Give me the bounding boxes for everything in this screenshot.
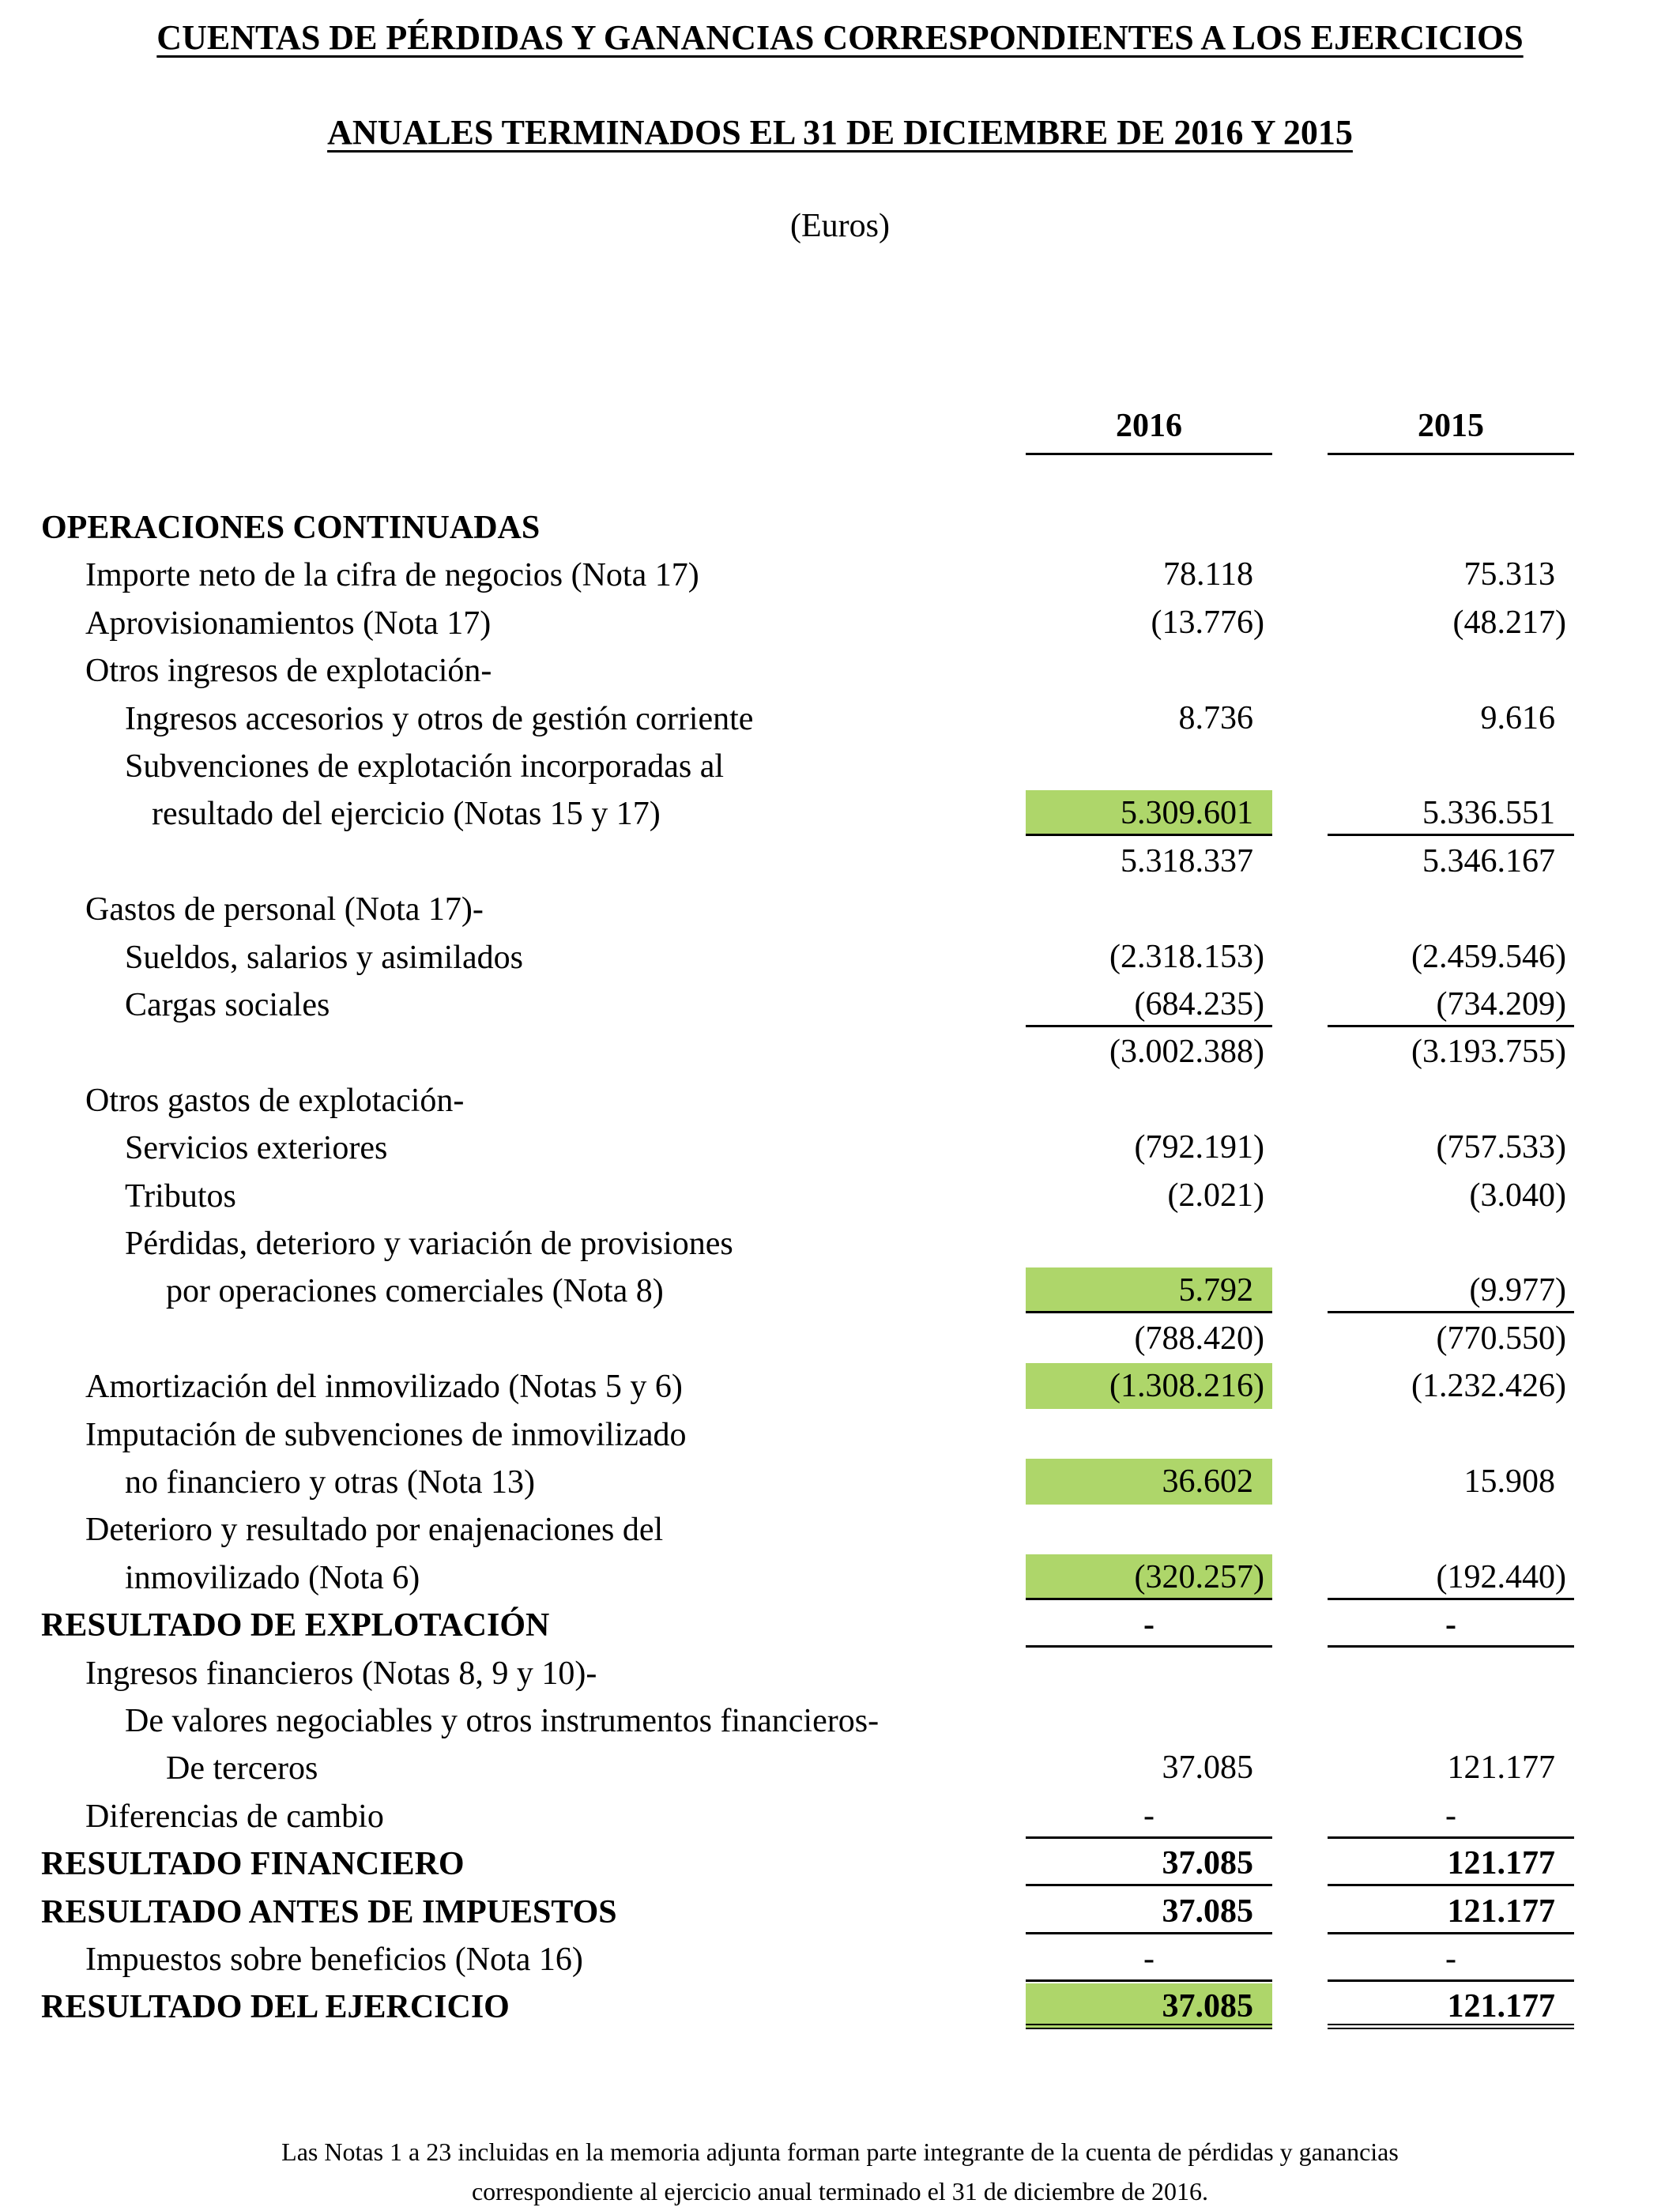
statement-row (0, 743, 1680, 790)
value-cell-2015 (1328, 1029, 1574, 1075)
row-label: Deterioro y resultado por enajenaciones del (85, 1512, 664, 1549)
statement-row (0, 1697, 1680, 1745)
row-label: Subvenciones de explotación incorporadas al (125, 748, 725, 785)
statement-row (0, 838, 1680, 886)
value-text: 37.085 (1162, 1845, 1253, 1882)
value-cell-2015 (1328, 1650, 1574, 1696)
value-text: 78.118 (1163, 556, 1253, 593)
value-cell-2015 (1328, 1554, 1574, 1600)
value-cell-2016 (1026, 790, 1272, 836)
value-text: (320.257) (1134, 1558, 1264, 1595)
value-text: (734.209) (1436, 986, 1566, 1023)
value-text: 75.313 (1463, 556, 1555, 593)
value-text: - (1445, 1797, 1456, 1834)
column-header-2016: 2016 (1026, 407, 1272, 455)
row-label: Sueldos, salarios y asimilados (125, 939, 523, 976)
row-label: Aprovisionamientos (Nota 17) (85, 605, 492, 642)
value-cell-2016 (1026, 600, 1272, 646)
row-label: inmovilizado (Nota 6) (125, 1559, 420, 1596)
statement-row (0, 1077, 1680, 1124)
value-cell-2016 (1026, 934, 1272, 980)
value-cell-2016 (1026, 838, 1272, 884)
footer-note-line2: correspondiente al ejercicio anual terminado el 31 de diciembre de 2016. (471, 2177, 1209, 2205)
value-text: - (1445, 1606, 1456, 1644)
value-cell-2015 (1328, 647, 1574, 693)
row-label: Diferencias de cambio (85, 1798, 384, 1835)
value-text: - (1143, 1606, 1155, 1644)
value-cell-2015 (1328, 1840, 1574, 1886)
row-label: Cargas sociales (125, 987, 330, 1023)
row-label: Ingresos financieros (Notas 8, 9 y 10)- (85, 1655, 597, 1692)
value-cell-2015 (1328, 552, 1574, 597)
statement-row (0, 600, 1680, 647)
statement-row (0, 1124, 1680, 1172)
value-cell-2016 (1026, 1173, 1272, 1218)
footer-note-line1: Las Notas 1 a 23 incluidas en la memoria adjunta forman parte integrante de la cuenta de pérdidas y ganancias (281, 2138, 1399, 2166)
statement-row (0, 504, 1680, 552)
value-cell-2015 (1328, 504, 1574, 550)
value-cell-2015 (1328, 1506, 1574, 1552)
value-cell-2016 (1026, 1745, 1272, 1791)
value-cell-2015 (1328, 981, 1574, 1027)
row-label: Tributos (125, 1177, 236, 1215)
value-text: 36.602 (1162, 1463, 1253, 1500)
value-cell-2015 (1328, 1267, 1574, 1313)
value-text: 5.336.551 (1422, 795, 1555, 832)
value-text: (2.459.546) (1411, 938, 1566, 975)
row-label: Imputación de subvenciones de inmovilizado (85, 1416, 687, 1453)
currency-label: (Euros) (790, 208, 890, 244)
value-cell-2016 (1026, 1363, 1272, 1409)
statement-row (0, 1889, 1680, 1936)
value-cell-2015 (1328, 1363, 1574, 1409)
value-text: - (1143, 1941, 1155, 1977)
value-text: (770.550) (1436, 1320, 1566, 1357)
value-text: (1.232.426) (1411, 1368, 1566, 1405)
row-label: Pérdidas, deterioro y variación de provisiones (125, 1226, 733, 1262)
value-text: 5.318.337 (1121, 842, 1253, 880)
value-text: (788.420) (1134, 1320, 1264, 1357)
value-cell-2015 (1328, 1793, 1574, 1839)
statement-row (0, 1936, 1680, 1983)
row-label: OPERACIONES CONTINUADAS (41, 510, 541, 546)
value-cell-2015 (1328, 1173, 1574, 1218)
statement-row (0, 1029, 1680, 1076)
value-cell-2015 (1328, 1124, 1574, 1170)
value-cell-2015 (1328, 1889, 1574, 1934)
statement-row (0, 1506, 1680, 1554)
statement-row (0, 1793, 1680, 1840)
value-text: 121.177 (1447, 1750, 1555, 1787)
value-cell-2016 (1026, 1602, 1272, 1648)
value-text: (192.440) (1436, 1558, 1566, 1595)
value-cell-2016 (1026, 1459, 1272, 1505)
value-text: (757.533) (1436, 1129, 1566, 1166)
value-cell-2015 (1328, 934, 1574, 980)
row-label: Amortización del inmovilizado (Notas 5 y 6) (85, 1369, 683, 1406)
value-text: (13.776) (1151, 604, 1264, 641)
statement-row (0, 695, 1680, 743)
row-label: Otros gastos de explotación- (85, 1082, 465, 1119)
value-cell-2015 (1328, 838, 1574, 884)
value-text: (2.021) (1167, 1177, 1264, 1214)
statement-row (0, 1173, 1680, 1220)
value-text: 37.085 (1162, 1988, 1253, 2025)
value-cell-2016 (1026, 1697, 1272, 1743)
value-cell-2016 (1026, 1220, 1272, 1266)
value-cell-2016 (1026, 1077, 1272, 1123)
statement-row (0, 1650, 1680, 1697)
value-cell-2016 (1026, 1267, 1272, 1313)
row-label: no financiero y otras (Nota 13) (125, 1464, 535, 1501)
value-cell-2016 (1026, 695, 1272, 741)
value-text: (9.977) (1469, 1272, 1566, 1309)
statement-title-line2: ANUALES TERMINADOS EL 31 DE DICIEMBRE DE 2016 Y 2015 (327, 113, 1353, 152)
statement-row (0, 1983, 1680, 2031)
statement-row (0, 647, 1680, 695)
row-label: Servicios exteriores (125, 1130, 388, 1167)
value-cell-2015 (1328, 1316, 1574, 1362)
value-cell-2016 (1026, 1506, 1272, 1552)
value-text: (3.002.388) (1109, 1034, 1264, 1071)
value-cell-2016 (1026, 886, 1272, 932)
value-text: 121.177 (1447, 1893, 1555, 1930)
value-cell-2015 (1328, 1697, 1574, 1743)
value-text: 8.736 (1178, 699, 1253, 736)
statement-row (0, 1745, 1680, 1792)
value-cell-2015 (1328, 790, 1574, 836)
value-text: (48.217) (1452, 604, 1566, 641)
value-cell-2015 (1328, 1077, 1574, 1123)
row-label: Gastos de personal (Nota 17)- (85, 891, 484, 928)
statement-row (0, 1459, 1680, 1506)
statement-row (0, 552, 1680, 599)
statement-title-line1: CUENTAS DE PÉRDIDAS Y GANANCIAS CORRESPONDIENTES A LOS EJERCICIOS (156, 18, 1524, 57)
row-label: RESULTADO DEL EJERCICIO (41, 1989, 510, 2026)
statement-row (0, 1411, 1680, 1459)
value-cell-2016 (1026, 1936, 1272, 1982)
row-label: De terceros (166, 1750, 318, 1787)
statement-row (0, 1554, 1680, 1602)
statement-row (0, 934, 1680, 981)
value-cell-2016 (1026, 504, 1272, 550)
value-text: 5.309.601 (1121, 795, 1253, 832)
value-cell-2015 (1328, 1602, 1574, 1648)
value-cell-2016 (1026, 1889, 1272, 1934)
value-cell-2015 (1328, 1220, 1574, 1266)
value-text: 5.792 (1178, 1272, 1253, 1309)
value-cell-2016 (1026, 647, 1272, 693)
value-text: (792.191) (1134, 1129, 1264, 1166)
value-text: - (1143, 1797, 1155, 1834)
row-label: De valores negociables y otros instrumentos financieros- (125, 1703, 880, 1739)
statement-row (0, 1602, 1680, 1649)
value-cell-2015 (1328, 695, 1574, 741)
value-cell-2016 (1026, 743, 1272, 789)
value-cell-2015 (1328, 1459, 1574, 1505)
value-cell-2016 (1026, 1650, 1272, 1696)
value-cell-2015 (1328, 600, 1574, 646)
value-text: 121.177 (1447, 1845, 1555, 1882)
statement-row (0, 1220, 1680, 1267)
row-label: Otros ingresos de explotación- (85, 653, 492, 690)
row-label: RESULTADO DE EXPLOTACIÓN (41, 1607, 550, 1644)
value-cell-2016 (1026, 981, 1272, 1027)
value-cell-2015 (1328, 886, 1574, 932)
value-text: (3.040) (1469, 1177, 1566, 1214)
value-text: 5.346.167 (1422, 842, 1555, 880)
value-cell-2015 (1328, 1983, 1574, 2029)
value-text: 121.177 (1447, 1988, 1555, 2025)
value-cell-2016 (1026, 1316, 1272, 1362)
value-cell-2016 (1026, 1983, 1272, 2029)
row-label: Ingresos accesorios y otros de gestión corriente (125, 700, 754, 737)
value-cell-2016 (1026, 1029, 1272, 1075)
value-text: (1.308.216) (1109, 1368, 1264, 1405)
statement-row (0, 1840, 1680, 1888)
value-text: (684.235) (1134, 986, 1264, 1023)
statement-row (0, 1316, 1680, 1363)
value-cell-2016 (1026, 1411, 1272, 1457)
value-text: 9.616 (1480, 699, 1555, 736)
value-cell-2016 (1026, 1840, 1272, 1886)
statement-row (0, 886, 1680, 933)
row-label: RESULTADO FINANCIERO (41, 1846, 465, 1883)
value-text: (2.318.153) (1109, 938, 1264, 975)
row-label: resultado del ejercicio (Notas 15 y 17) (152, 796, 661, 833)
row-label: Importe neto de la cifra de negocios (Nota 17) (85, 557, 699, 594)
value-cell-2016 (1026, 1793, 1272, 1839)
value-text: - (1445, 1941, 1456, 1977)
value-text: (3.193.755) (1411, 1034, 1566, 1071)
statement-row (0, 981, 1680, 1029)
value-cell-2015 (1328, 1936, 1574, 1982)
statement-row (0, 1363, 1680, 1411)
statement-row (0, 1267, 1680, 1315)
value-cell-2015 (1328, 1745, 1574, 1791)
value-cell-2015 (1328, 1411, 1574, 1457)
statement-row (0, 790, 1680, 838)
value-text: 15.908 (1463, 1463, 1555, 1500)
value-text: 37.085 (1162, 1893, 1253, 1930)
value-cell-2015 (1328, 743, 1574, 789)
value-cell-2016 (1026, 552, 1272, 597)
row-label: RESULTADO ANTES DE IMPUESTOS (41, 1893, 617, 1930)
value-cell-2016 (1026, 1554, 1272, 1600)
column-header-2015: 2015 (1328, 407, 1574, 455)
value-text: 37.085 (1162, 1750, 1253, 1787)
footer-note (0, 2132, 1680, 2211)
row-label: Impuestos sobre beneficios (Nota 16) (85, 1942, 583, 1978)
value-cell-2016 (1026, 1124, 1272, 1170)
row-label: por operaciones comerciales (Nota 8) (166, 1273, 664, 1310)
